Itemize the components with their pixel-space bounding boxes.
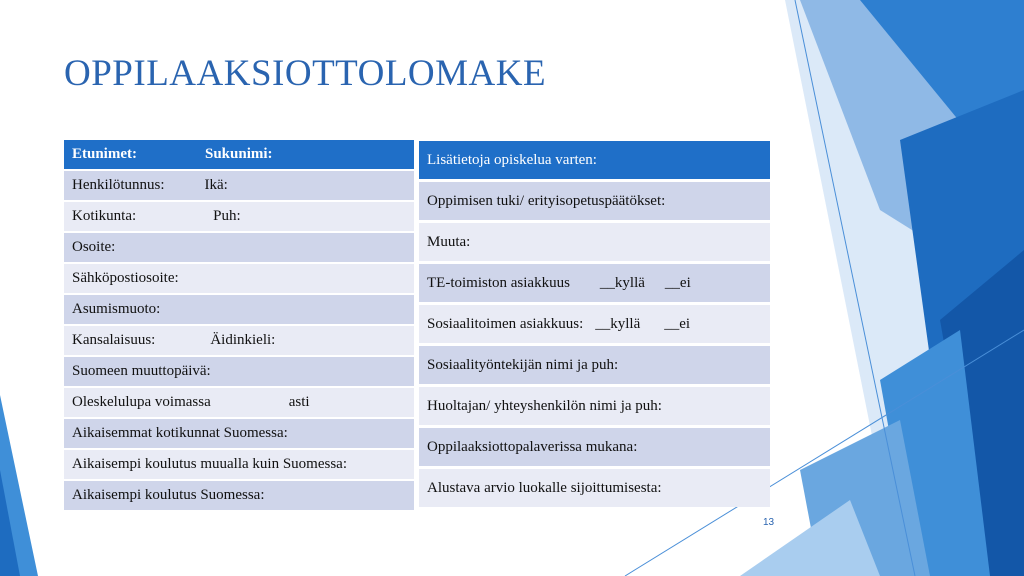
table-row <box>64 202 414 231</box>
ssn-label: Henkilötunnus: <box>72 177 165 193</box>
table-row <box>64 419 414 448</box>
social-office-no-option[interactable]: __ei <box>664 315 691 332</box>
page-title: OPPILAAKSIOTTOLOMAKE <box>64 53 547 94</box>
other-label: Muuta: <box>419 223 770 261</box>
mother-tongue-label: Äidinkieli: <box>210 332 276 348</box>
table-row <box>419 182 770 220</box>
table-row <box>419 428 770 466</box>
table-row <box>419 305 770 343</box>
permit-label: Oleskelulupa voimassa <box>72 394 211 410</box>
placement-label: Alustava arvio luokalle sijoittumisesta: <box>419 469 770 507</box>
table-row <box>419 223 770 261</box>
table-row <box>64 233 414 262</box>
table-row <box>64 326 414 355</box>
page-number: 13 <box>763 517 775 528</box>
citizenship-label: Kansalaisuus: <box>72 332 156 348</box>
municipality-label: Kotikunta: <box>72 208 137 224</box>
te-office-no-option[interactable]: __ei <box>664 274 691 291</box>
address-label: Osoite: <box>64 233 414 262</box>
study-info-header: Lisätietoja opiskelua varten: <box>419 141 770 179</box>
te-office-label: TE-toimiston asiakkuus <box>427 274 570 291</box>
last-name-label: Sukunimi: <box>205 146 273 162</box>
guardian-label: Huoltajan/ yhteyshenkilön nimi ja puh: <box>419 387 770 425</box>
table-row <box>419 469 770 507</box>
table-row <box>64 450 414 479</box>
table-row <box>64 481 414 510</box>
social-office-label: Sosiaalitoimen asiakkuus: <box>427 315 584 332</box>
permit-until-label: asti <box>288 394 310 410</box>
table-row <box>64 295 414 324</box>
social-office-yes-option[interactable]: __kyllä <box>595 315 641 332</box>
table-row <box>419 346 770 384</box>
social-worker-label: Sosiaalityöntekijän nimi ja puh: <box>419 346 770 384</box>
phone-label: Puh: <box>213 208 241 224</box>
study-info-form <box>419 138 770 510</box>
education-finland-label: Aikaisempi koulutus Suomessa: <box>64 481 414 510</box>
table-row <box>419 264 770 302</box>
support-label: Oppimisen tuki/ erityisopetuspäätökset: <box>419 182 770 220</box>
previous-municipalities-label: Aikaisemmat kotikunnat Suomessa: <box>64 419 414 448</box>
email-label: Sähköpostiosoite: <box>64 264 414 293</box>
te-office-yes-option[interactable]: __kyllä <box>599 274 645 291</box>
table-row <box>64 388 414 417</box>
name-header-cell <box>64 140 414 169</box>
age-label: Ikä: <box>204 177 228 193</box>
housing-label: Asumismuoto: <box>64 295 414 324</box>
personal-info-form <box>64 138 414 512</box>
table-row <box>64 140 414 169</box>
table-row <box>64 264 414 293</box>
move-date-label: Suomeen muuttopäivä: <box>64 357 414 386</box>
first-name-label: Etunimet: <box>72 146 137 162</box>
education-abroad-label: Aikaisempi koulutus muualla kuin Suomessa: <box>64 450 414 479</box>
meeting-label: Oppilaaksiottopalaverissa mukana: <box>419 428 770 466</box>
table-row <box>64 357 414 386</box>
table-row <box>64 171 414 200</box>
table-row <box>419 387 770 425</box>
table-row <box>419 141 770 179</box>
